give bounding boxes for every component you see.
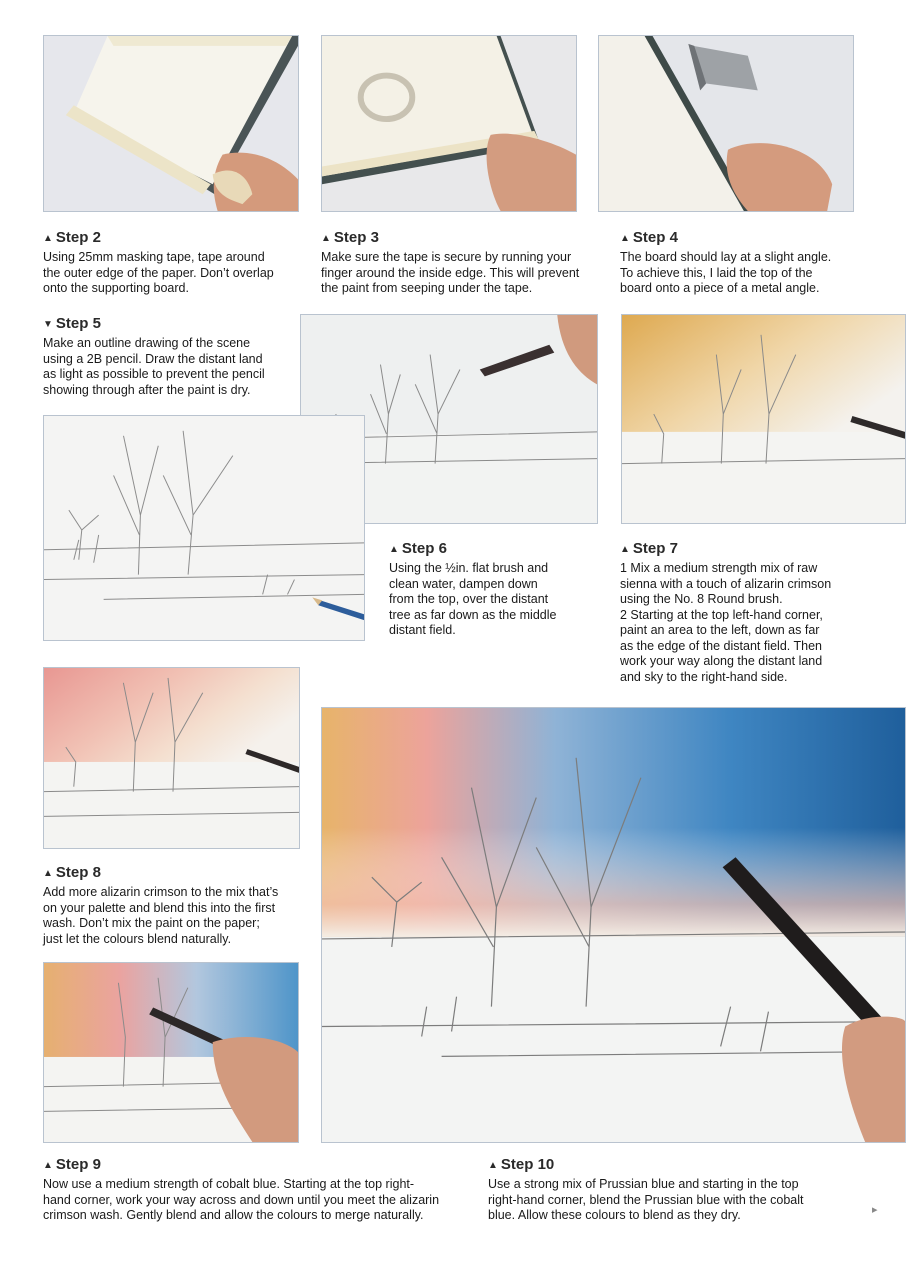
step9-line: Now use a medium strength of cobalt blue. Starting at the top right- [43,1177,415,1191]
step9-photo [43,962,299,1143]
step3-heading: ▲ Step 3 [321,229,379,246]
up-triangle-icon: ▲ [620,233,630,244]
step3-photo [321,35,577,212]
step4-photo [598,35,854,212]
up-triangle-icon: ▲ [389,544,399,555]
step5-line: showing through after the paint is dry. [43,382,251,397]
step3-caption [321,229,606,297]
step10-caption [488,1156,858,1224]
up-triangle-icon: ▲ [43,233,53,244]
step2-line: the outer edge of the paper. Don’t overlap [43,265,274,280]
step5-photo [43,415,365,641]
step10-heading: ▲ Step 10 [488,1156,555,1173]
step8-heading: ▲ Step 8 [43,864,101,881]
step8-caption [43,864,308,947]
step2-photo [43,35,299,212]
down-triangle-icon: ▼ [43,319,53,330]
up-triangle-icon: ▲ [43,868,53,879]
up-triangle-icon: ▲ [43,1160,53,1171]
step9-caption [43,1156,473,1224]
step4-line: The board should lay at a slight angle. [620,250,832,264]
step6-line: Using the ½in. flat brush and [389,561,549,575]
step5-line: as light as possible to prevent the pencil [43,367,265,381]
step2-line: onto the supporting board. [43,281,189,295]
step7-line: using the No. 8 Round brush. [620,592,783,606]
step8-line: just let the colours blend naturally. [43,931,232,946]
step7-line: paint an area to the left, down as far [620,623,820,637]
up-triangle-icon: ▲ [321,233,331,244]
step6-line: clean water, dampen down [389,576,538,591]
step9-line: crimson wash. Gently blend and allow the colours to merge naturally. [43,1208,424,1222]
step5-caption [43,315,293,398]
step7-caption [620,540,870,685]
step7-line: 2 Starting at the top left-hand corner, [620,607,823,622]
step10-line: blue. Allow these colours to blend as they dry. [488,1208,741,1222]
step7-photo [621,314,906,524]
step3-line: Make sure the tape is secure by running your [321,250,572,264]
step6-caption [389,540,604,639]
step9-line: hand corner, work your way across and down until you meet the alizarin [43,1192,440,1207]
step2-caption [43,229,303,297]
step3-line: the paint from seeping under the tape. [321,281,533,295]
step8-line: on your palette and blend this into the first [43,900,276,915]
step5-heading: ▼ Step 5 [43,315,101,332]
next-page-arrow-icon[interactable]: ▸ [872,1204,878,1216]
step7-line: sienna with a touch of alizarin crimson [620,576,832,591]
step8-photo [43,667,300,849]
step7-heading: ▲ Step 7 [620,540,678,557]
up-triangle-icon: ▲ [620,544,630,555]
step7-line: 1 Mix a medium strength mix of raw [620,561,818,575]
step4-line: board onto a piece of a metal angle. [620,281,820,295]
step6-line: from the top, over the distant [389,592,549,606]
step7-line: work your way along the distant land [620,654,823,668]
step8-line: Add more alizarin crimson to the mix that’s [43,885,279,899]
step2-heading: ▲ Step 2 [43,229,101,246]
step6-line: distant field. [389,623,456,637]
step10-photo [321,707,906,1143]
step4-heading: ▲ Step 4 [620,229,678,246]
step9-heading: ▲ Step 9 [43,1156,101,1173]
step6-line: tree as far down as the middle [389,607,557,622]
step3-line: finger around the inside edge. This will prevent [321,265,580,280]
step4-caption [620,229,880,297]
up-triangle-icon: ▲ [488,1160,498,1171]
step2-line: Using 25mm masking tape, tape around [43,250,265,264]
step5-line: Make an outline drawing of the scene [43,336,251,350]
step4-line: To achieve this, I laid the top of the [620,265,813,280]
step7-line: and sky to the right-hand side. [620,669,788,684]
step7-line: as the edge of the distant field. Then [620,638,822,653]
step5-line: using a 2B pencil. Draw the distant land [43,351,263,366]
step10-line: Use a strong mix of Prussian blue and starting in the top [488,1177,799,1191]
step6-heading: ▲ Step 6 [389,540,447,557]
step10-line: right-hand corner, blend the Prussian blue with the cobalt [488,1192,804,1207]
step8-line: wash. Don’t mix the paint on the paper; [43,916,260,930]
